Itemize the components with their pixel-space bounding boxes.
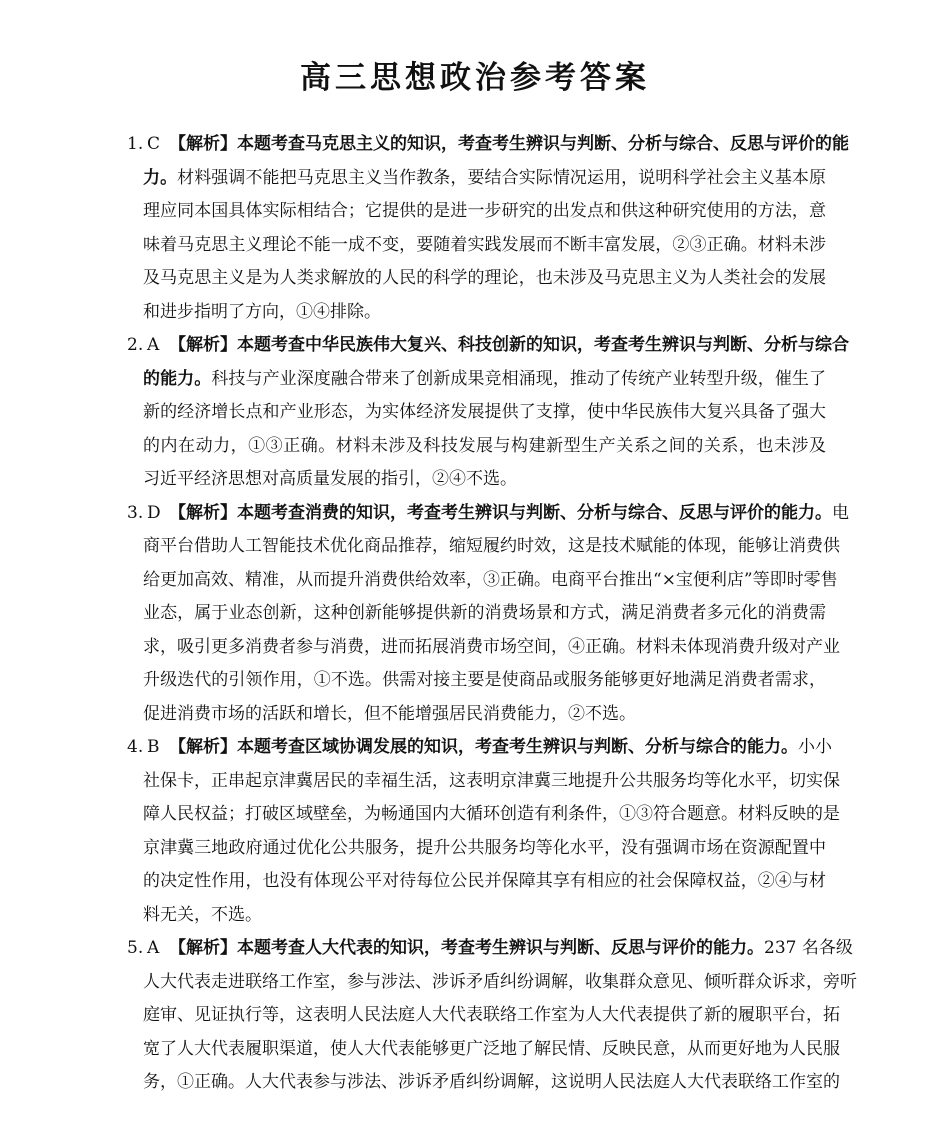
analysis-text: 务，①正确。人大代表参与涉法、涉诉矛盾纠纷调解，这说明人民法庭人大代表联络工作室的 (143, 1072, 840, 1092)
answer-line (0, 731, 832, 765)
answer-key: A (147, 938, 160, 958)
analysis-text: 商平台借助人工智能技术优化商品推荐，缩短履约时效，这是技术赋能的体现，能够让消费供 (143, 536, 840, 556)
analysis-text: 的内在动力，①③正确。材料未涉及科技发展与构建新型生产关系之间的关系，也未涉及 (143, 435, 826, 456)
analysis-text: 社保卡，正串起京津冀居民的幸福生活，这表明京津冀三地提升公共服务均等化水平，切实保 (143, 770, 840, 791)
answer-line (0, 296, 826, 330)
analysis-tag: 【解析】 (169, 502, 237, 523)
question-number: 2. (127, 335, 144, 355)
answer-line (0, 832, 826, 866)
page-title: 高三思想政治参考答案 (300, 60, 650, 96)
answer-item (0, 731, 950, 932)
analysis-tag: 【解析】 (169, 134, 237, 154)
analysis-tag: 【解析】 (169, 737, 237, 757)
analysis-text: 及马克思主义是为人类求解放的人民的科学的理论，也未涉及马克思主义为人类社会的发展 (143, 268, 826, 288)
analysis-text: 材料强调不能把马克思主义当作教条，要结合实际情况运用，说明科学社会主义基本原 (177, 167, 827, 188)
answer-line (0, 128, 849, 162)
answers-list (0, 128, 950, 1100)
analysis-summary: 本题考查人大代表的知识，考查考生辨识与判断、反思与评价的能力。 (237, 938, 764, 958)
analysis-text: 人大代表走进联络工作室，参与涉法、涉诉矛盾纠纷调解，收集群众意见、倾听群众诉求，旁听 (143, 971, 857, 992)
answer-item (0, 497, 950, 732)
question-number: 1. (127, 134, 144, 154)
answer-line (0, 229, 826, 263)
answer-line (0, 865, 826, 899)
answer-line (0, 530, 840, 564)
answer-line (0, 329, 849, 363)
analysis-summary: 本题考查中华民族伟大复兴、科技创新的知识，考查考生辨识与判断、分析与综合 (237, 335, 849, 355)
analysis-summary: 本题考查消费的知识，考查考生辨识与判断、分析与综合、反思与评价的能力。 (237, 502, 832, 523)
question-number: 4. (127, 737, 144, 757)
analysis-tag: 【解析】 (169, 938, 237, 958)
answer-line (0, 564, 838, 598)
answer-line (0, 798, 840, 832)
answer-key: C (147, 134, 161, 154)
answer-line (0, 396, 826, 430)
answer-key: D (147, 502, 161, 523)
answer-line (0, 631, 840, 665)
analysis-text: 习近平经济思想对高质量发展的指引，②④不选。 (143, 469, 517, 489)
analysis-text: 理应同本国具体实际相结合；它提供的是进一步研究的出发点和供这种研究使用的方法，意 (143, 201, 826, 221)
answer-line (0, 1033, 840, 1067)
answer-line (0, 497, 849, 531)
answer-line (0, 463, 826, 497)
analysis-summary: 本题考查区域协调发展的知识，考查考生辨识与判断、分析与综合的能力。 (237, 737, 798, 757)
analysis-text: 障人民权益；打破区域壁垒，为畅通国内大循环创造有利条件，①③符合题意。材料反映的是 (143, 804, 840, 824)
question-number: 5. (127, 938, 144, 958)
analysis-text: 电 (832, 502, 849, 523)
answer-line (0, 999, 840, 1033)
analysis-text: 小小 (798, 737, 832, 757)
analysis-text: 味着马克思主义理论不能一成不变，要随着实践发展而不断丰富发展，②③正确。材料未涉 (143, 234, 826, 255)
analysis-summary: 本题考查马克思主义的知识，考查考生辨识与判断、分析与综合、反思与评价的能 (237, 134, 849, 154)
analysis-tag: 【解析】 (169, 335, 237, 355)
analysis-summary: 力。 (143, 167, 178, 188)
analysis-text: 给更加高效、精准，从而提升消费供给效率，③正确。电商平台推出“×宝便利店”等即时零售 (143, 569, 838, 590)
analysis-text: 业态，属于业态创新，这种创新能够提供新的消费场景和方式，满足消费者多元化的消费需 (143, 603, 826, 623)
analysis-text: 升级迭代的引领作用，①不选。供需对接主要是使商品或服务能够更好地满足消费者需求， (143, 670, 826, 690)
answer-line (0, 899, 826, 933)
answer-line (0, 430, 826, 464)
answer-line (0, 966, 857, 1000)
answer-line (0, 363, 826, 397)
answer-key: B (147, 737, 160, 757)
analysis-text: 京津冀三地政府通过优化公共服务，提升公共服务均等化水平，没有强调市场在资源配置中 (143, 837, 826, 858)
answer-line (0, 664, 826, 698)
answer-line (0, 932, 853, 966)
analysis-text: 促进消费市场的活跃和增长，但不能增强居民消费能力，②不选。 (143, 703, 636, 724)
analysis-text: 庭审、见证执行等，这表明人民法庭人大代表联络工作室为人大代表提供了新的履职平台，拓 (143, 1005, 840, 1025)
answer-line (0, 162, 826, 196)
answer-line (0, 195, 826, 229)
answer-line (0, 765, 840, 799)
analysis-text: 237 名各级 (764, 938, 853, 958)
analysis-text: 新的经济增长点和产业形态，为实体经济发展提供了支撑，使中华民族伟大复兴具备了强大 (143, 402, 826, 422)
analysis-text: 科技与产业深度融合带来了创新成果竞相涌现，推动了传统产业转型升级，催生了 (211, 368, 827, 389)
analysis-text: 宽了人大代表履职渠道，使人大代表能够更广泛地了解民情、反映民意，从而更好地为人民服 (143, 1038, 840, 1059)
analysis-text: 和进步指明了方向，①④排除。 (143, 301, 381, 322)
answer-line (0, 262, 826, 296)
analysis-text: 的决定性作用，也没有体现公平对待每位公民并保障其享有相应的社会保障权益，②④与材 (143, 871, 826, 891)
analysis-text: 料无关，不选。 (143, 904, 262, 925)
analysis-summary: 的能力。 (143, 368, 212, 389)
answer-line (0, 1066, 840, 1100)
answer-item (0, 329, 950, 497)
answer-item (0, 932, 950, 1100)
answer-item (0, 128, 950, 329)
answer-line (0, 597, 826, 631)
question-number: 3. (127, 502, 144, 523)
analysis-text: 求，吸引更多消费者参与消费，进而拓展消费市场空间，④正确。材料未体现消费升级对产业 (143, 636, 840, 657)
answer-line (0, 698, 826, 732)
answer-key: A (147, 335, 160, 355)
